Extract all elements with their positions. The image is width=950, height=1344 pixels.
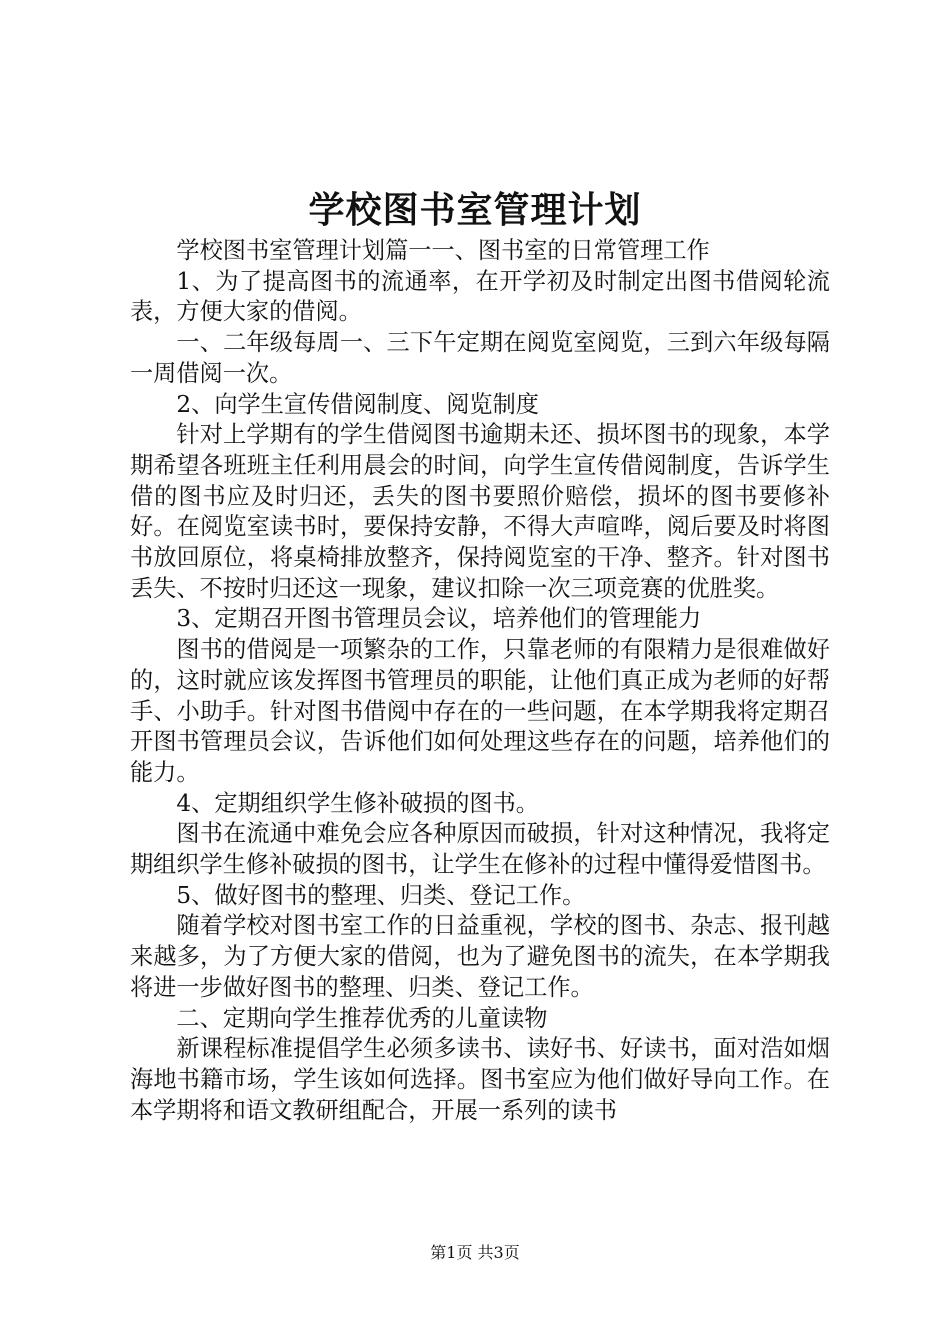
document-body — [130, 236, 830, 1126]
document-title: 学校图书室管理计划 — [308, 189, 642, 231]
paragraph: 5、做好图书的整理、归类、登记工作。 — [176, 881, 586, 909]
paragraph: 学校图书室管理计划篇一一、图书室的日常管理工作 — [176, 237, 710, 264]
paragraph: 4、定期组织学生修补破损的图书。 — [176, 789, 539, 817]
page-footer: 第1页 共3页 — [430, 1243, 520, 1262]
paragraph: 一、二年级每周一、三下午定期在阅览室阅览，三到六年级每隔一周借阅一次。 — [130, 329, 830, 387]
paragraph: 图书的借阅是一项繁杂的工作，只靠老师的有限精力是很难做好的，这时就应该发挥图书管理员的职能，让他们真正成为老师的好帮手、小助手。针对图书借阅中存在的一些问题，在本学期我将定期召开图书管理员会议，告诉他们如何处理这些存在的问题，培养他们的能力。 — [130, 636, 830, 786]
paragraph: 3、定期召开图书管理员会议，培养他们的管理能力 — [176, 605, 702, 633]
paragraph: 针对上学期有的学生借阅图书逾期未还、损坏图书的现象，本学期希望各班班主任利用晨会的时间，向学生宣传借阅制度，告诉学生借的图书应及时归还，丢失的图书要照价赔偿，损坏的图书要修补好。在阅览室读书时，要保持安静，不得大声喧哗，阅后要及时将图书放回原位，将桌椅排放整齐，保持阅览室的干净、整齐。针对图书丢失、不按时归还这一现象，建议扣除一次三项竞赛的优胜奖。 — [130, 421, 830, 602]
paragraph: 随着学校对图书室工作的日益重视，学校的图书、杂志、报刊越来越多，为了方便大家的借阅，也为了避免图书的流失，在本学期我将进一步做好图书的整理、归类、登记工作。 — [130, 912, 830, 1001]
paragraph: 二、定期向学生推荐优秀的儿童读物 — [176, 1004, 548, 1032]
paragraph: 2、向学生宣传借阅制度、阅览制度 — [176, 390, 539, 418]
paragraph: 新课程标准提倡学生必须多读书、读好书、好读书，面对浩如烟海地书籍市场，学生该如何选择。图书室应为他们做好导向工作。在本学期将和语文教研组配合，开展一系列的读书 — [130, 1035, 830, 1124]
paragraph: 图书在流通中难免会应各种原因而破损，针对这种情况，我将定期组织学生修补破损的图书，让学生在修补的过程中懂得爱惜图书。 — [130, 820, 830, 879]
paragraph: 1、为了提高图书的流通率，在开学初及时制定出图书借阅轮流表，方便大家的借阅。 — [130, 267, 830, 326]
